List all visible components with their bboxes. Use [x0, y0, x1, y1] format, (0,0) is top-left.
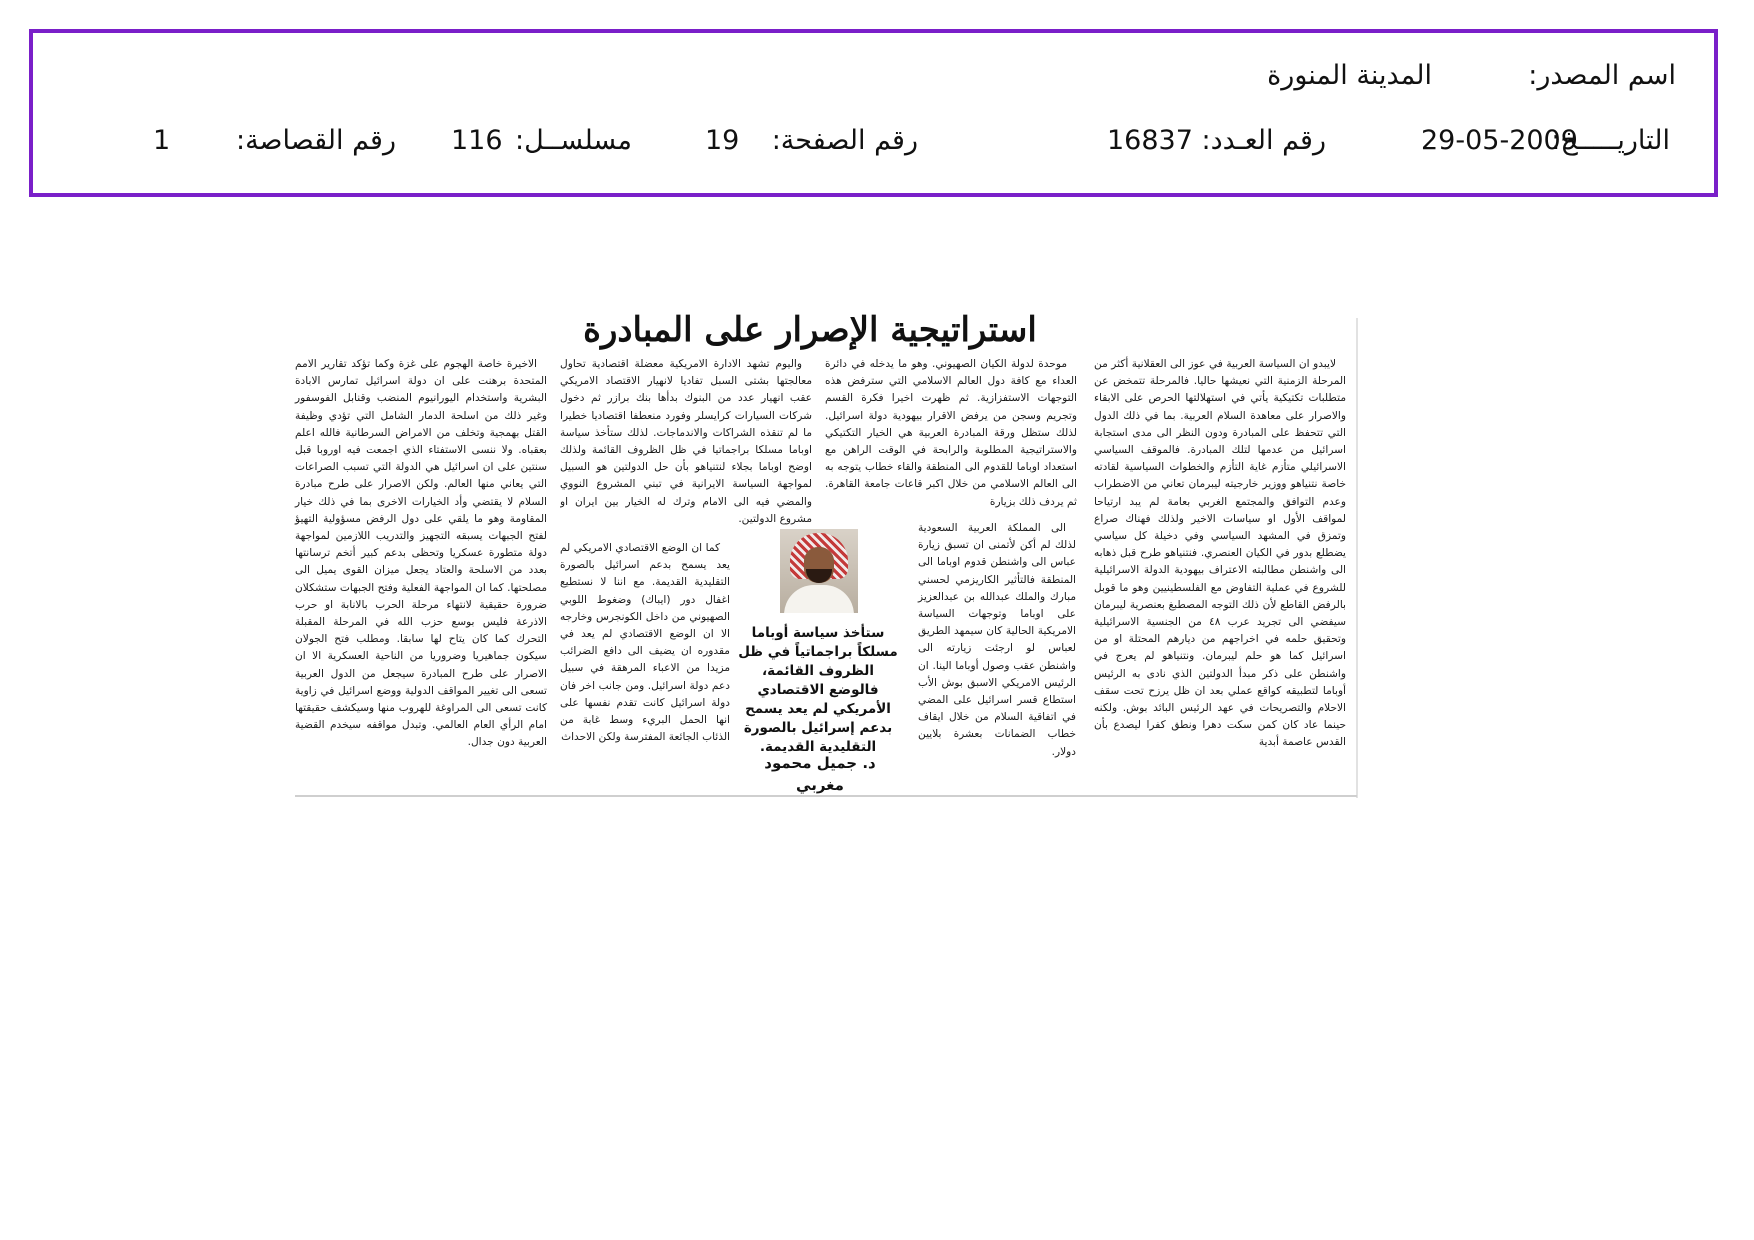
column-text: موحدة لدولة الكيان الصهيوني. وهو ما يدخله في دائرة العداء مع كافة دول العالم الاسلامي التي سترفض هذه التوجهات الاستفزازية. ثم ظهرت اخيرا فكرة القسم وتجريم وسجن من يرفض الاقرار بيهودية دولة اسرائيل. لذلك ستظل ورقة المبادرة العربية هي الخيار التكتيكي والاستراتيجية المطلوبة والرابحة في الوقت الراهن مع استعداد اوباما للقدوم الى المنطقة والقاء خطاب يتوجه به الى العالم الاسلامي من خلال اكبر قاعات جامعة القاهرة. ثم يردف ذلك بزيارة	[825, 358, 1077, 508]
clipping-bottom-rule	[295, 795, 1357, 797]
date-value: 29-05-2009	[1421, 125, 1578, 156]
issue-value: 16837	[1107, 125, 1193, 156]
serial-value: 116	[451, 125, 503, 156]
article-column-2	[825, 356, 1077, 518]
column-text: واليوم تشهد الادارة الامريكية معضلة اقتصادية تحاول معالجتها بشتى السبل تفاديا لانهيار الاقتصاد الامريكي عقب انهيار عدد من البنوك بدأها بنك برازر ثم دخول شركات السيارات كرايسلر وفورد منعطفا اقتصاديا خطيرا ما لم تنقذه الشراكات والاندماجات. لذلك ستأخذ سياسة اوباما مسلكا براجماتيا في ظل الظروف القائمة ولذلك اوضح اوباما بجلاء لنتنياهو بأن حل الدولتين هو السبيل لمواجهة السياسة الايرانية في تبني المشروع النووي والمضي فيه الى الامام وترك له الخيار بين ايران او مشروع الدولتين.	[560, 358, 812, 525]
page-label: رقم الصفحة:	[771, 125, 918, 156]
article-column-2-continued	[918, 520, 1076, 761]
article-column-1	[1094, 356, 1346, 752]
article-column-3	[560, 356, 812, 536]
page-value: 19	[705, 125, 740, 156]
author-byline: د. جميل محمود مغربي	[764, 754, 876, 794]
date-label: التاريـــــخ:	[1551, 125, 1670, 156]
issue-label: رقم العـدد:	[1201, 125, 1326, 156]
metadata-box	[29, 29, 1718, 197]
source-label: اسم المصدر:	[1528, 60, 1676, 91]
column-text: لايبدو ان السياسة العربية في عوز الى العقلانية أكثر من المرحلة الزمنية التي نعيشها حاليا. فالمرحلة تتمخض عن متطلبات تكتيكية يأتي في استهلالتها الحرص على الابقاء والاصرار على معاهدة السلام العربية. بما في ذلك الدول التي تتحفظ على المبادرة ودون النظر الى مدى استجابة اسرائيل من عدمها لتلك المبادرة. فالموقف السياسي الاسرائيلي متأزم غاية التأزم والخطوات السياسية لقادته خاصة نتنياهو ووزير خارجيته ليبرمان تعاني من الاضطراب وعدم التوافق والمجتمع الغربي بعامة لم يبد ارتياحا لمواقف الأول او سياسات الاخير ولذلك فهناك صراع وتمزق في المشهد السياسي وفي دخيلة كل سياسي يضطلع بدور في الكيان العنصري. فنتنياهو طرح قبل ذهابه الى واشنطن مطالبته الاعتراف بيهودية الدولة الاسرائيلية للشروع في عملية التفاوض مع الفلسطينيين وهو ما قوبل بالرفض القاطع لأن ذلك التوجه المصطبغ بعنصرية ليبرمان سيفضي الى تجريد عرب ٤٨ من الجنسية الاسرائيلية وتحقيق حلمه في اخراجهم من ديارهم المحتلة او من اسرائيل كما هو حلم ليبرمان. ونتنياهو لم يعرج في واشنطن على ذكر مبدأ الدولتين الذي نادى به الرئيس أوباما لتطبيقه كواقع عملي بعد ان ظل يرزح تحت سقف الاحلام والتصريحات في عهد الرئيس البائد بوش. ولكنه حينما عاد كان كمن سكت دهرا ونطق كفرا ليصدع بأن القدس عاصمة أبدية	[1094, 358, 1346, 749]
article-title: استراتيجية الإصرار على المبادرة	[583, 310, 1037, 350]
column-text: كما ان الوضع الاقتصادي الامريكي لم يعد يسمح بدعم اسرائيل بالصورة التقليدية القديمة. مع اننا لا نستطيع اغفال دور (ايباك) وضغوط اللوبي الصهيوني من داخل الكونجرس وخارجه الا ان الوضع الاقتصادي لم يعد في مقدوره ان يضيف الى دافع الضرائب مزيدا من الاعباء المرهقة في سبيل دعم دولة اسرائيل. ومن جانب اخر فان دولة اسرائيل كانت تقدم نفسها على انها الحمل البريء وسط غابة من الذئاب الجائعة المفترسة ولكن الاحداث	[560, 542, 730, 744]
source-value: المدينة المنورة	[1267, 60, 1432, 91]
clip-value: 1	[153, 125, 171, 156]
pull-quote: ستأخذ سياسة أوباما مسلكاً براجماتياً في ظل الظروف القائمة، فالوضع الاقتصادي الأمريكي لم يعد يسمح بدعم إسرائيل بالصورة التقليدية القديمة.	[738, 625, 898, 755]
clip-label: رقم القصاصة:	[235, 125, 396, 156]
serial-label: مسلســل:	[515, 125, 632, 156]
column-text: الى المملكة العربية السعودية لذلك لم أكن لأتمنى ان تسبق زيارة عباس الى واشنطن قدوم اوباما الى المنطقة فالتأثير الكاريزمي لحسني مبارك والملك عبدالله بن عبدالعزيز على اوباما وتوجهات السياسة الامريكية الحالية كان سيمهد الطريق لعباس لو ارجئت زيارته الى واشنطن عقب وصول أوباما الينا. ان الرئيس الامريكي الاسبق بوش الأب استطاع قسر اسرائيل على المضي في اتفاقية السلام من خلال ايقاف خطاب الضمانات بعشرة بلايين دولار.	[918, 522, 1076, 758]
author-portrait	[780, 529, 858, 613]
article-column-4	[295, 356, 547, 752]
article-column-3-continued	[560, 540, 730, 746]
column-text: الاخيرة خاصة الهجوم على غزة وكما تؤكد تقارير الامم المتحدة برهنت على ان دولة اسرائيل تمارس الابادة البشرية واستخدام اليورانيوم المنضب وقنابل الفوسفور وغير ذلك من اسلحة الدمار الشامل التي تؤدي وظيفة القتل بهمجية وتخلف من الامراض السرطانية فالله اعلم بعقباه. ولا ننسى الاستفتاء الذي اجمعت فيه اوروبا قبل سنتين على ان اسرائيل هي الدولة التي تسبب الصراعات التي يعاني منها العالم. ولكن الاصرار على طرح مبادرة السلام لا يقتضي وأد الخيارات الاخرى بما في ذلك خيار المقاومة وهو ما يلقي على دول الرفض مسؤولية التهيؤ لفتح الجبهات يسبقه التجهيز والتدريب اللازمين لمواجهة دولة متطورة عسكريا وتحظى بدعم كبير أتخم ترسانتها بعدد من الاسلحة والعتاد يجعل ميزان القوى يميل الى مصلحتها. كما ان المواجهة الفعلية وفتح الجبهات ستشكلان ضرورة حقيقية لانتهاء مرحلة الحرب بالانابة او حرب الاذرعة فليس بوسع حزب الله في المرحلة المقبلة التحرك كما كان يتاح لها سابقا. ومطلب فتح الجولان سيكون جماهيريا وضروريا من الناحية العسكرية الا ان الاصرار على طرح المبادرة سيجعل من الدول العربية تسعى الى تغيير المواقف الدولية ووضع اسرائيل في زاوية كانت تسعى الى المراوغة للهروب منها وسيكشف حقيقتها امام الرأي العام العالمي. وتبدل مواقفه سيخدم القضية العربية دون جدال.	[295, 358, 547, 749]
clipping-edge	[1356, 318, 1358, 798]
